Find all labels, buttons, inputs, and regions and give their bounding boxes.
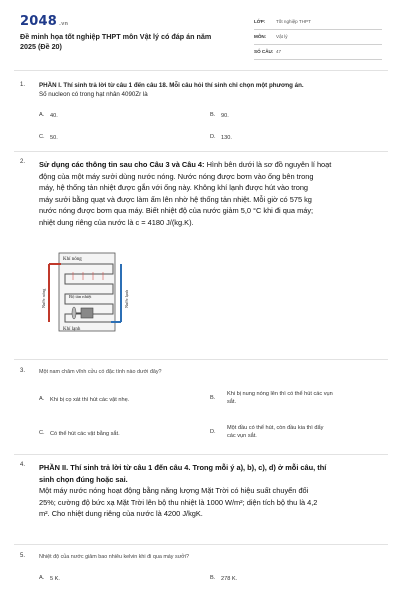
question-text: Số nucleon có trong hạt nhân 4090Zr là [39,90,148,98]
question-number: 3. [20,368,26,374]
section-instruction: PHẦN II. Thí sinh trả lời từ câu 1 đến câu 4. Trong mỗi ý a), b), c), d) ở mỗi câu, thí [39,463,327,472]
divider [14,454,388,455]
option-line: Khi bị cọ xát thì hút các vật nhẹ. [50,397,130,403]
option-letter: C. [39,430,45,436]
page-title-line-1: Đề minh họa tốt nghiệp THPT môn Vật lý có đáp án năm [20,32,212,41]
option-text [50,396,129,404]
option-text: 278 K. [221,576,238,582]
section-instruction: sinh chọn đúng hoặc sai. [39,474,128,484]
cold-air-label: Khí lạnh [63,327,81,332]
option-text: 130. [221,135,232,141]
option-line: Có thể hút các vật bằng sắt. [50,431,120,437]
option-line: Một đầu có thể hút, còn đầu kia thì đẩy [227,425,324,431]
divider [14,70,388,71]
question-4 [20,462,382,540]
option-text [227,390,333,406]
question-body [39,368,382,376]
logo-suffix: .vn [58,21,69,27]
option-letter: B. [210,575,216,581]
question-body [39,159,382,228]
option-text: 90. [221,113,229,119]
option-text: 5 K. [50,576,60,582]
heater-casing [59,253,115,331]
radiator-label: Bộ tản nhiệt [69,294,92,299]
site-logo[interactable] [20,14,68,29]
question-1 [20,82,382,144]
divider [14,151,388,152]
meta-label-count: SỐ CÂU: [254,49,274,55]
meta-label-class: LỚP: [254,19,266,24]
lead-text: Sử dụng các thông tin sau cho Câu 3 và Câu 4: [39,160,205,169]
question-number: 2. [20,159,26,165]
fan-motor [81,308,93,318]
question-text: Nhiệt độ của nước giảm bao nhiêu kelvin khi đi qua máy sưởi? [39,554,190,560]
exam-meta-box [254,16,382,62]
fan-blade [72,307,76,319]
option-text [50,430,120,438]
option-line: sắt. [227,399,237,405]
meta-row-subject [254,31,382,45]
water-out-label: Nước lạnh [124,289,129,308]
paragraph-line: 25%; cường độ bức xạ Mặt Trời lên bộ thu nhiệt là 1000 W/m²; diện tích bộ thu là 4,2 [39,497,318,507]
page-title-line-2: 2025 (Đề 20) [20,41,62,51]
question-number: 5. [20,553,26,559]
question-3 [20,368,382,448]
paragraph-line: máy, hệ thống tản nhiệt được gắn với ống này. Không khí lạnh được hút vào trong [39,183,309,192]
option-text [227,424,323,440]
option-line: Khi bị nung nóng lên thì có thể hút các vụn [227,391,333,397]
meta-row-class [254,16,382,30]
option-letter: D. [210,134,216,140]
option-letter: B. [210,112,216,118]
water-in-label: Nước nóng [41,288,46,308]
meta-label-subject: MÔN: [254,34,267,40]
paragraph-line: máy sưởi bằng quạt và được làm ấm lên nhờ hệ thống tản nhiệt. Mỗi giờ có 575 kg [39,194,312,204]
option-letter: C. [39,134,45,140]
question-number: 1. [20,82,26,88]
question-body [39,82,382,100]
paragraph-line: m². Cho nhiệt dung riêng của nước là 4200 J/kgK. [39,509,203,518]
heater-diagram [39,250,131,336]
paragraph-line: Hình bên dưới là sơ đồ nguyên lí hoạt [204,160,332,169]
meta-value-count: 47 [276,49,282,55]
meta-row-count [254,46,382,60]
divider [14,544,388,545]
option-letter: B. [210,395,216,401]
option-line: các vụn sắt. [227,433,257,439]
logo-main-text: 2048 [20,14,57,29]
question-body [39,462,382,520]
paragraph-line: động của một máy sưởi dùng nước nóng. Nước nóng được bơm vào ống bên trong [39,171,314,181]
instruction-text: PHẦN I. Thí sinh trả lời từ câu 1 đến câu 18. Mỗi câu hỏi thí sinh chỉ chọn một phương án. [39,82,304,89]
option-letter: A. [39,396,45,402]
question-text: Một nam châm vĩnh cửu có đặc tính nào dưới đây? [39,369,162,375]
hot-air-label: Khí nóng [63,257,82,262]
meta-value-class: Tốt nghiệp THPT [276,19,311,24]
meta-value-subject: Vật lý [276,34,288,40]
question-paragraph [39,159,382,171]
option-letter: D. [210,429,216,435]
section-instruction [39,82,382,91]
paragraph-line: nước nóng được bơm qua máy. Biết nhiệt độ của nước giảm 5,0 °C khi đi qua máy; [39,206,314,215]
paragraph-line: nhiệt dung riêng của nước là c = 4180 J/(kg.K). [39,217,194,227]
page-title [20,32,245,51]
page-header [20,14,382,62]
option-letter: A. [39,575,45,581]
question-number: 4. [20,462,26,468]
heater-diagram-svg [39,250,131,336]
option-text: 40. [50,113,58,119]
paragraph-line: Một máy nước nóng hoạt động bằng năng lượng Mặt Trời có hiệu suất chuyển đổi [39,486,309,495]
option-letter: A. [39,112,45,118]
option-text: 50. [50,135,58,141]
question-5 [20,553,382,593]
question-body [39,553,382,561]
divider [14,359,388,360]
